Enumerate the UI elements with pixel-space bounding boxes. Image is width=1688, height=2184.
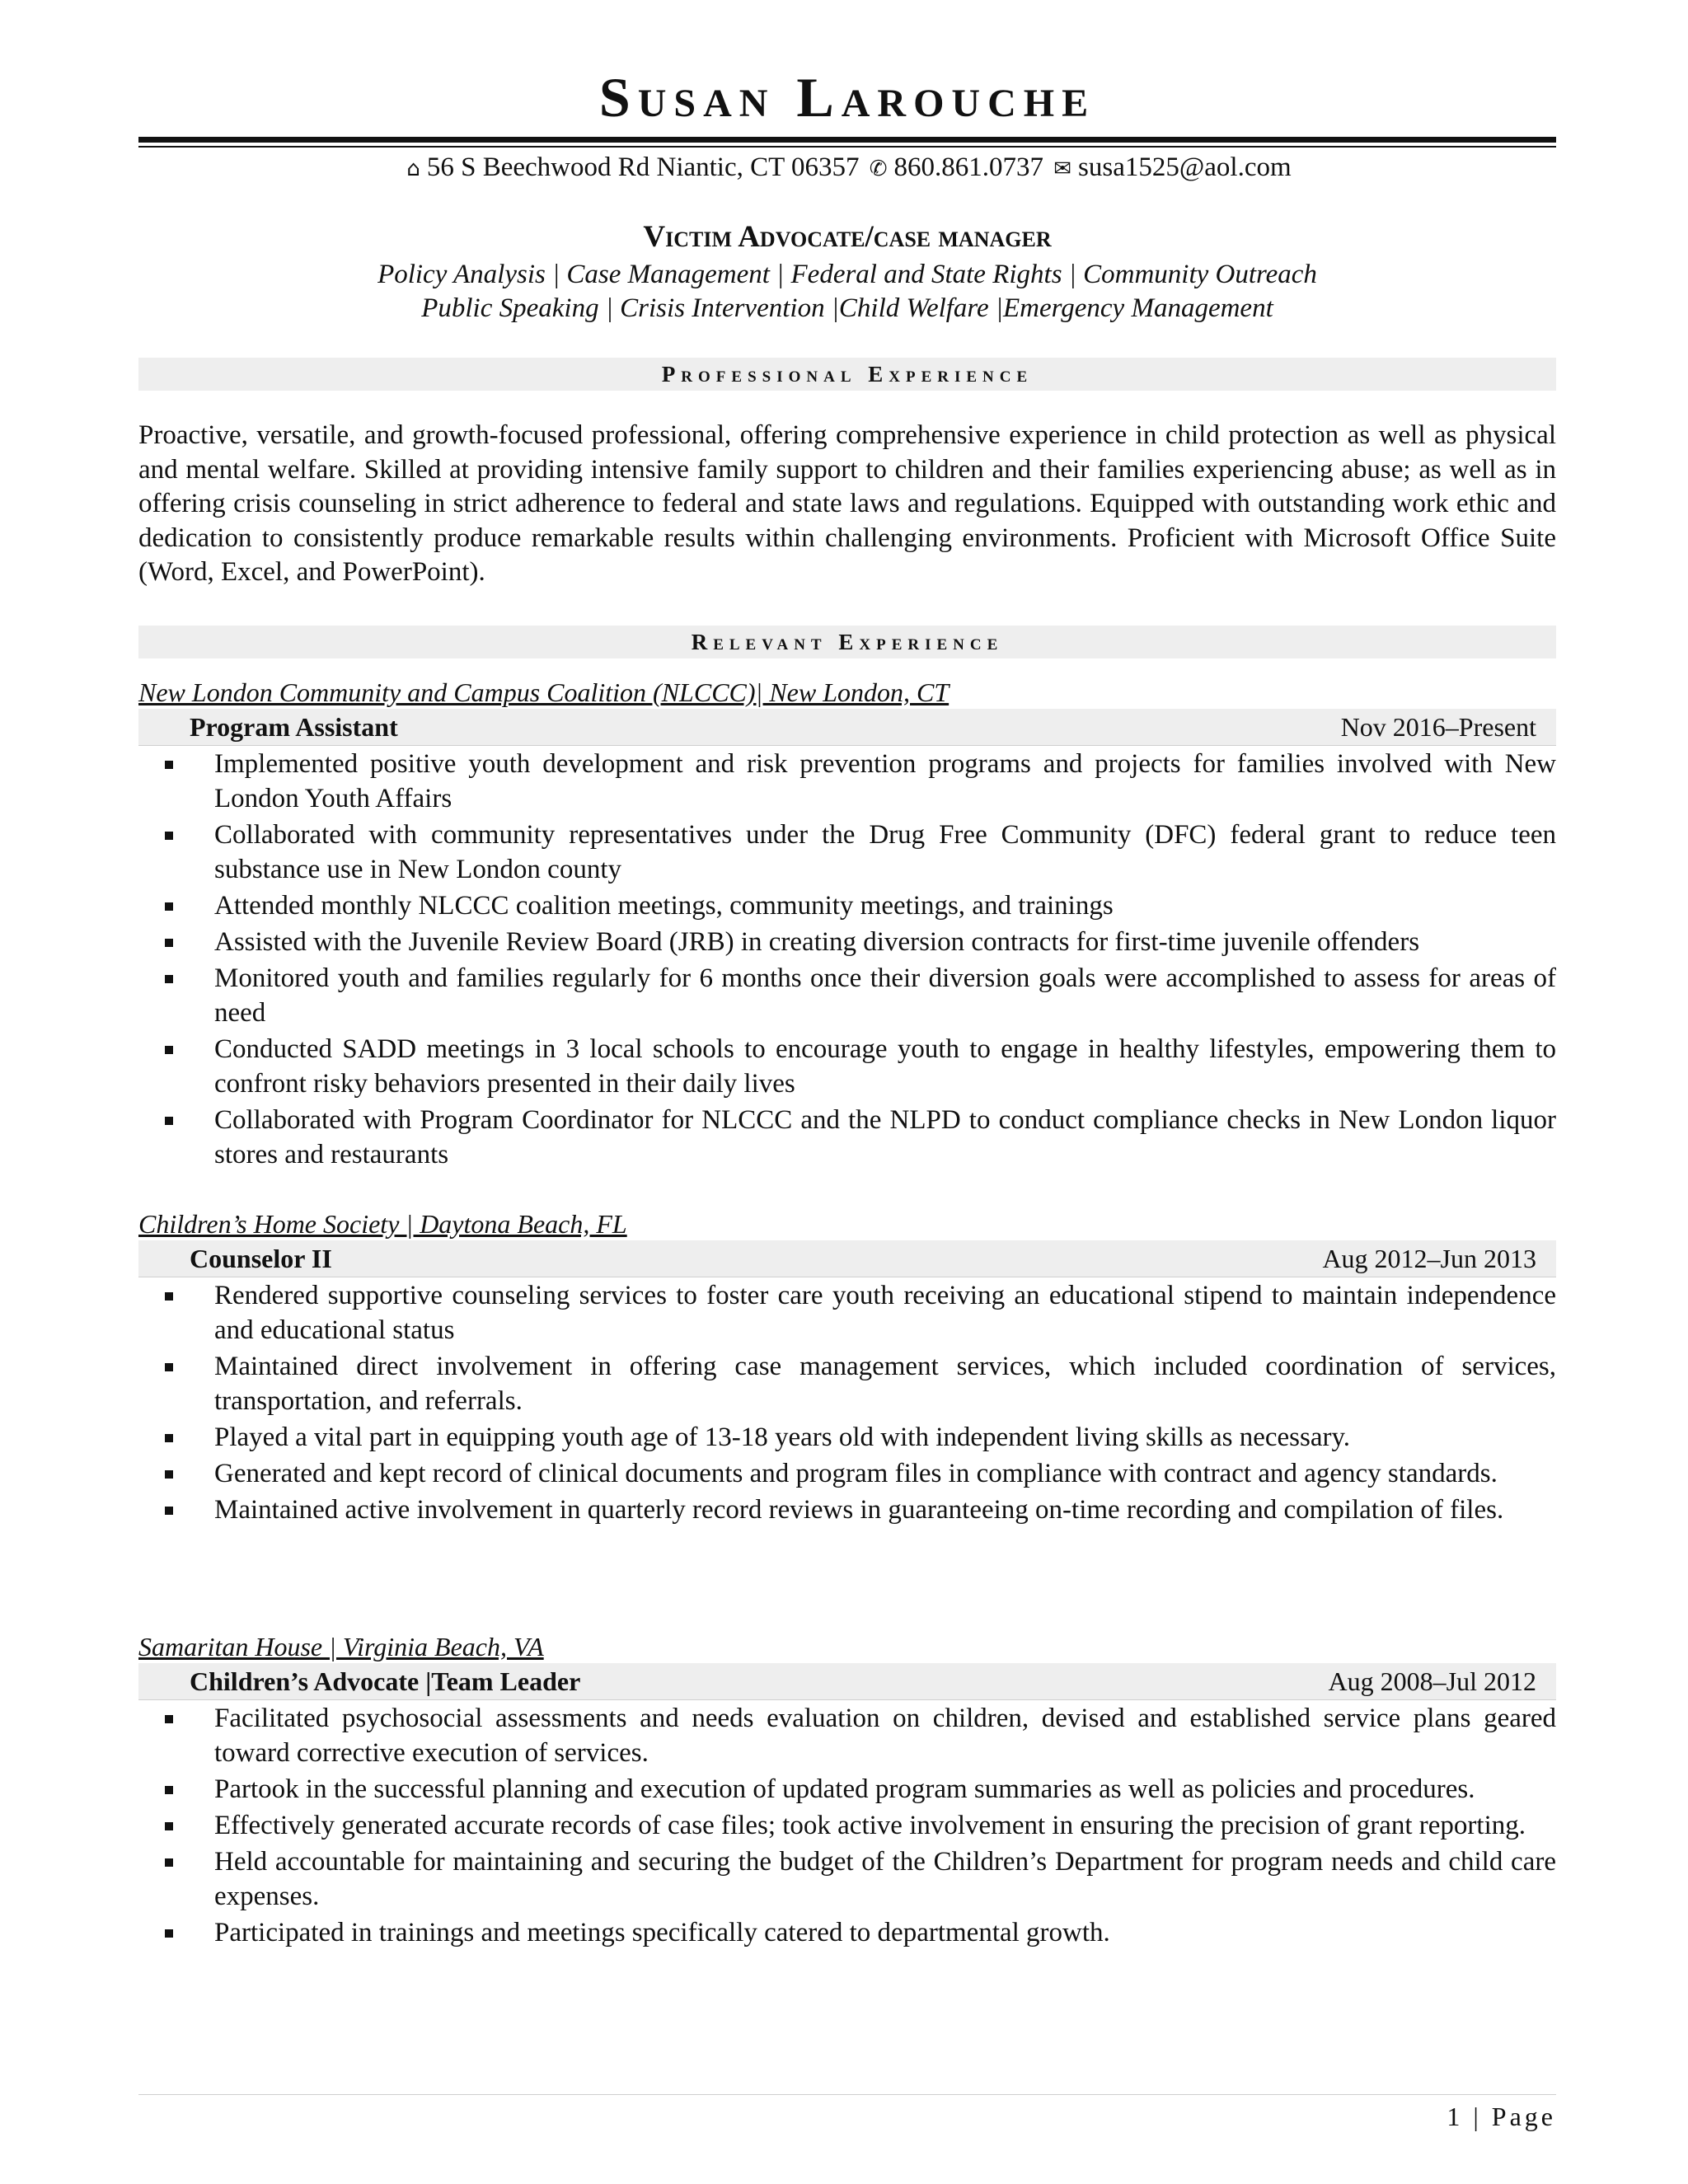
role-bar — [138, 1240, 1556, 1277]
bullet-square-icon — [165, 1507, 173, 1515]
bullet-square-icon — [165, 1434, 173, 1442]
list-item — [138, 961, 1556, 1030]
bullet-square-icon — [165, 832, 173, 840]
list-item — [138, 1844, 1556, 1914]
phone: 860.861.0737 — [893, 152, 1043, 182]
job-bullets — [138, 747, 1556, 1174]
employer-name: Samaritan House | Virginia Beach, VA — [138, 1632, 544, 1661]
resume-page — [138, 0, 1556, 2184]
bullet-text: Generated and kept record of clinical documents and program files in compliance with contract and agency standards. — [214, 1459, 1498, 1488]
list-item — [138, 1103, 1556, 1172]
header-rule-thick — [138, 137, 1556, 143]
bullet-square-icon — [165, 1786, 173, 1794]
job-bullets — [138, 1278, 1556, 1529]
job-bullets — [138, 1701, 1556, 1952]
list-item — [138, 1349, 1556, 1418]
bullet-text: Maintained active involvement in quarterly record reviews in guaranteeing on-time recording and compilation of files. — [214, 1495, 1504, 1525]
bullet-text: Effectively generated accurate records of case files; took active involvement in ensuring the precision of grant reporting. — [214, 1811, 1526, 1840]
role-dates: Aug 2012–Jun 2013 — [1322, 1244, 1536, 1273]
bullet-square-icon — [165, 1363, 173, 1371]
list-item — [138, 1772, 1556, 1807]
list-item — [138, 1456, 1556, 1491]
bullet-square-icon — [165, 939, 173, 947]
bullet-text: Participated in trainings and meetings specifically catered to departmental growth. — [214, 1918, 1110, 1947]
list-item — [138, 1420, 1556, 1455]
list-item — [138, 1493, 1556, 1527]
list-item — [138, 1032, 1556, 1101]
bullet-text: Conducted SADD meetings in 3 local schools to encourage youth to engage in healthy lifestyles, empowering them to confront risky behaviors presented in their daily lives — [214, 1034, 1556, 1099]
role-title: Children’s Advocate |Team Leader — [190, 1666, 581, 1696]
bullet-text: Attended monthly NLCCC coalition meetings, community meetings, and trainings — [214, 891, 1114, 921]
home-icon: ⌂ — [406, 157, 420, 181]
bullet-text: Maintained direct involvement in offering case management services, which included coordination of services, transportation, and referrals. — [214, 1352, 1556, 1416]
list-item — [138, 1701, 1556, 1770]
bullet-text: Played a vital part in equipping youth age of 13-18 years old with independent living skills as necessary. — [214, 1422, 1351, 1452]
bullet-square-icon — [165, 902, 173, 911]
bullet-text: Held accountable for maintaining and securing the budget of the Children’s Department for program needs and child care expenses. — [214, 1847, 1556, 1911]
address: 56 S Beechwood Rd Niantic, CT 06357 — [426, 152, 860, 182]
role-title: Program Assistant — [190, 712, 398, 742]
employer-name: Children’s Home Society | Daytona Beach, FL — [138, 1209, 627, 1239]
page-number: 1 | Page — [1447, 2102, 1556, 2131]
contact-line — [138, 150, 1556, 186]
list-item — [138, 818, 1556, 887]
role-title: Counselor II — [190, 1244, 332, 1273]
bullet-text: Assisted with the Juvenile Review Board (JRB) in creating diversion contracts for first-time juvenile offenders — [214, 927, 1420, 957]
footer-rule — [138, 2094, 1556, 2095]
bullet-square-icon — [165, 1715, 173, 1723]
bullet-text: Collaborated with community representatives under the Drug Free Community (DFC) federal grant to reduce teen substance use in New London county — [214, 820, 1556, 884]
bullet-text: Implemented positive youth development and risk prevention programs and projects for families involved with New London Youth Affairs — [214, 749, 1556, 813]
list-item — [138, 888, 1556, 923]
bullet-square-icon — [165, 1117, 173, 1125]
bullet-square-icon — [165, 1822, 173, 1830]
bullet-square-icon — [165, 1470, 173, 1479]
role-dates: Aug 2008–Jul 2012 — [1328, 1666, 1536, 1696]
bullet-text: Collaborated with Program Coordinator for NLCCC and the NLPD to conduct compliance checks in New London liquor stores and restaurants — [214, 1105, 1556, 1169]
email[interactable]: susa1525@aol.com — [1078, 152, 1292, 182]
job-title: Victim Advocate/case manager — [643, 220, 1052, 254]
role-dates: Nov 2016–Present — [1340, 712, 1536, 742]
header-rule-thin — [138, 146, 1556, 148]
section-heading-relevant: Relevant Experience — [138, 626, 1556, 658]
role-bar — [138, 709, 1556, 746]
section-heading-professional: Professional Experience — [138, 358, 1556, 391]
phone-icon: ✆ — [869, 157, 888, 181]
list-item — [138, 1808, 1556, 1843]
keywords-line-1: Policy Analysis | Case Management | Federal and State Rights | Community Outreach — [377, 260, 1317, 289]
bullet-text: Rendered supportive counseling services to foster care youth receiving an educational stipend to maintain independence and educational status — [214, 1281, 1556, 1345]
bullet-text: Facilitated psychosocial assessments and needs evaluation on children, devised and established service plans geared toward corrective execution of services. — [214, 1704, 1556, 1768]
candidate-name: Susan Larouche — [598, 66, 1096, 129]
summary-paragraph: Proactive, versatile, and growth-focused professional, offering comprehensive experience in child protection as well as physical and mental welfare. Skilled at providing intensive family support to children and their families experiencing abuse; as well as in offering crisis counseling in strict adherence to federal and state laws and regulations. Equipped with outstanding work ethic and dedication to consistently produce remarkable results within challenging environments. Proficient with Microsoft Office Suite (Word, Excel, and PowerPoint). — [138, 420, 1556, 587]
list-item — [138, 747, 1556, 816]
bullet-square-icon — [165, 1292, 173, 1301]
list-item — [138, 1278, 1556, 1347]
bullet-square-icon — [165, 1929, 173, 1938]
bullet-square-icon — [165, 761, 173, 769]
list-item — [138, 925, 1556, 959]
bullet-text: Monitored youth and families regularly for 6 months once their diversion goals were accomplished to assess for areas of need — [214, 963, 1556, 1028]
bullet-text: Partook in the successful planning and execution of updated program summaries as well as policies and procedures. — [214, 1774, 1475, 1804]
keywords-line-2: Public Speaking | Crisis Intervention |Child Welfare |Emergency Management — [421, 293, 1273, 323]
list-item — [138, 1915, 1556, 1950]
bullet-square-icon — [165, 1858, 173, 1867]
employer-name: New London Community and Campus Coalition (NLCCC)| New London, CT — [138, 677, 950, 707]
bullet-square-icon — [165, 1046, 173, 1054]
email-icon: ✉ — [1053, 157, 1072, 181]
role-bar — [138, 1663, 1556, 1700]
bullet-square-icon — [165, 975, 173, 983]
